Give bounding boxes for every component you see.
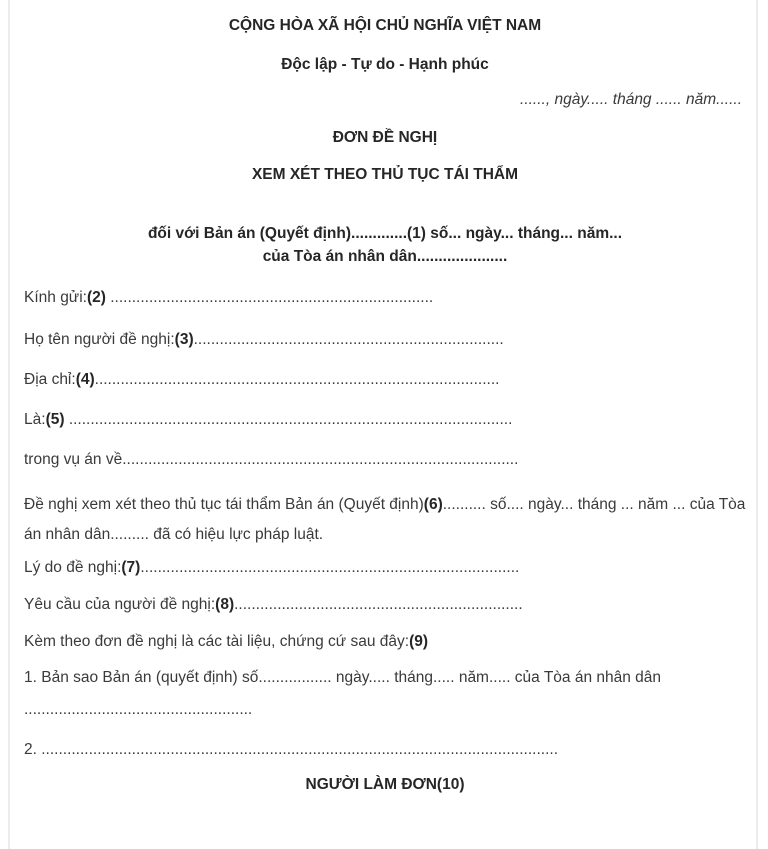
- field-reason-label: Lý do đề nghị:: [24, 559, 122, 576]
- field-role-ref: (5): [45, 411, 65, 428]
- national-title: CỘNG HÒA XÃ HỘI CHỦ NGHĨA VIỆT NAM: [228, 17, 542, 34]
- form-title: ĐƠN ĐỀ NGHỊ: [332, 129, 438, 146]
- field-recipient-dots: ...........................................................................: [105, 289, 434, 306]
- field-demand-label: Yêu cầu của người đề nghị:: [24, 596, 216, 613]
- field-role-dots: .......................................................................................................: [64, 411, 513, 428]
- field-demand-dots: ...................................................................: [234, 596, 523, 613]
- field-address-label: Địa chỉ:: [24, 371, 76, 388]
- field-reason: [24, 558, 746, 577]
- field-address: [24, 370, 746, 389]
- field-case: [24, 450, 746, 469]
- field-applicant-name-label: Họ tên người đề nghị:: [24, 331, 175, 348]
- field-reason-dots: ........................................................................................: [140, 559, 520, 576]
- motto: Độc lập - Tự do - Hạnh phúc: [281, 56, 489, 73]
- field-demand: [24, 595, 746, 614]
- field-role: [24, 410, 746, 429]
- field-attachments: [24, 632, 746, 651]
- field-applicant-name-dots: ........................................................................: [193, 331, 504, 348]
- attachment-item-1: 1. Bản sao Bản án (quyết định) số................. ngày..... tháng..... năm..... của Tòa án nhân dân: [24, 669, 662, 686]
- field-case-dots: ............................................................................................: [122, 451, 519, 468]
- subject-block: [24, 222, 746, 268]
- form-subtitle: XEM XÉT THEO THỦ TỤC TÁI THẨM: [251, 166, 519, 183]
- field-address-dots: ..............................................................................................: [94, 371, 500, 388]
- field-recipient-label: Kính gửi:: [24, 289, 87, 306]
- field-role-label: Là:: [24, 411, 46, 428]
- field-applicant-name-ref: (3): [174, 331, 194, 348]
- signature-heading: NGƯỜI LÀM ĐƠN(10): [305, 776, 465, 793]
- request-paragraph-post: .......... số.... ngày... tháng ... năm ... của Tòa án nhân dân......... đã có hiệu lực pháp luật.: [24, 496, 746, 543]
- field-attachments-label: Kèm theo đơn đề nghị là các tài liệu, chứng cứ sau đây:: [24, 633, 410, 650]
- field-reason-ref: (7): [121, 559, 141, 576]
- subject-line2: của Tòa án nhân dân.....................: [262, 248, 508, 265]
- field-applicant-name: [24, 330, 746, 349]
- subject-line1: đối với Bản án (Quyết định).............(1) số... ngày... tháng... năm...: [147, 225, 623, 242]
- request-paragraph-ref: (6): [423, 496, 443, 513]
- request-paragraph: [24, 490, 746, 550]
- date-line: ......, ngày..... tháng ...... năm......: [520, 91, 742, 108]
- document-page: [8, 0, 758, 849]
- request-paragraph-pre: Đề nghị xem xét theo thủ tục tái thẩm Bản án (Quyết định): [24, 496, 424, 513]
- field-recipient: [24, 288, 746, 307]
- field-demand-ref: (8): [215, 596, 235, 613]
- attachment-item-1-continuation: .....................................................: [24, 701, 253, 718]
- field-attachments-ref: (9): [409, 633, 429, 650]
- field-case-label: trong vụ án về: [24, 451, 123, 468]
- attachment-item-2: 2. ........................................................................................................................: [24, 741, 559, 758]
- field-address-ref: (4): [75, 371, 95, 388]
- field-recipient-ref: (2): [86, 289, 106, 306]
